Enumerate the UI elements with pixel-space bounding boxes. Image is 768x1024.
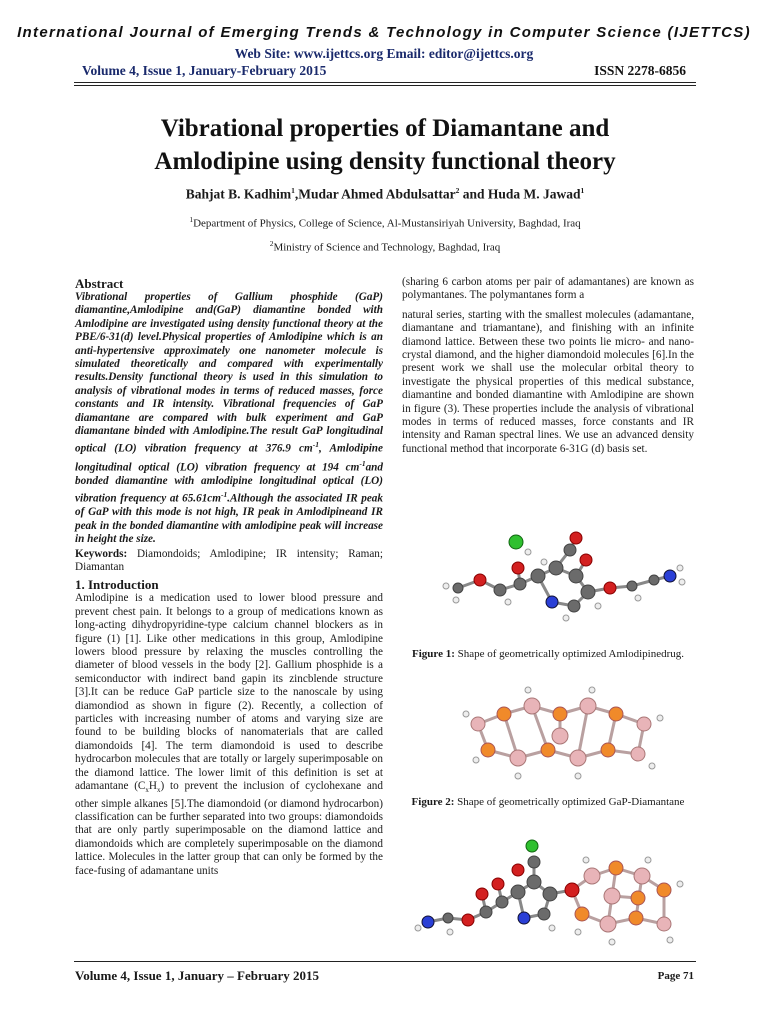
footer-volume: Volume 4, Issue 1, January – February 2015 [75,968,320,983]
fig2-label: Figure 2: [411,796,455,808]
keywords-text: Diamondoids; Amlodipine; IR intensity; Raman; Diamantan [75,547,383,573]
author-1-sup: 1 [291,186,295,195]
fig1-label: Figure 1: [412,648,455,660]
left-column [75,276,383,878]
fig3-atoms [415,840,683,945]
author-1: Bahjat B. Kadhim [185,186,292,202]
keywords [75,548,383,575]
right-paragraph-2: natural series, starting with the smallest molecules (adamantane, diamantane and triamantane), and finishing with an infinite diamond lattice. Between these two points lie micro- and nano-crystal diamond, and the higher diamondoid molecules [6].In the present work we shall use the molecular orbital theory to investigate the physical properties of this medical substance, diamantine and bonded diamantine with Amlodipine are shown in figure (3). These properties include the analysis of vibrational modes in terms of reduced masses, force constants and IR intensity and Raman spectral lines. We use an advanced density functional method that incorporate 6-31G (d) basis set. [402,308,694,455]
header-rule [74,82,696,83]
figure-3-bonded-molecule [412,832,694,956]
paper-title-line1: Vibrational properties of Diamantane and [160,115,610,142]
affil-2-text: Ministry of Science and Technology, Baghdad, Iraq [273,241,501,254]
header-rule-thin [74,85,696,86]
figure-2-caption [402,796,694,810]
figure-1-amlodipine-molecule [428,528,698,628]
author-3: and Huda M. Jawad [459,186,581,202]
journal-website: Web Site: www.ijettcs.org Email: editor@ijettcs.org [234,46,534,61]
footer-page-number: Page 71 [657,970,694,982]
paper-title [74,112,696,178]
author-2-sup: 2 [455,186,460,195]
intro-text-1: Amlodipine is a medication used to lower blood pressure and prevent chest pain. It belongs to a group of medications known as long-acting dihydropyridine-type calcium channel blockers as in figure (1) [1]. Like other medications in this group, Amlodipine lowers blood pressure by relaxing the muscles controlling the diameter of blood vessels in the body [2]. Gallium phosphide is a semiconductor with indirect band gapin its zincblende structure [3].It can be reduce GaP particle size to the nanoscale by using diamondiod as shown in figure (2). Recently, a collection of particles with increasing number of atoms and varying size are found to be building blocks of nanomaterials that are called diamondoids [4]. The term diamondoid is used to describe hydrocarbon molecules that are totally or largely superimposable on the diamond lattice. The lower limit of this definition is set at adamantane (C [75,592,383,793]
right-column [402,276,694,456]
affil-2-sup: 2 [269,239,274,248]
author-2: ,Mudar Ahmed Abdulsattar [294,186,456,202]
author-3-sup: 1 [580,186,585,195]
figure-2-gap-diamantane [448,684,678,786]
abstract-text-3: and bonded diamantine with amlodipine longitudinal optical (LO) vibration frequency at 65.61cm [75,461,383,505]
affiliation-1 [74,215,696,230]
fig2-text: Shape of geometrically optimized GaP-Diamantane [454,796,685,808]
affil-1-text: Department of Physics, College of Science, Al-Mustansiriyah University, Baghdad, Iraq [193,217,581,230]
fig1-atoms [443,532,685,621]
keywords-label: Keywords: [75,547,128,560]
intro-sub-2: x [156,786,161,795]
intro-paragraph [75,592,383,878]
abstract-sup-a: -1 [312,440,319,450]
intro-mid: H [148,780,157,793]
fig1-text: Shape of geometrically optimized Amlodipinedrug. [454,648,684,660]
affil-1-sup: 1 [189,215,194,224]
fig2-atoms [463,687,663,779]
abstract-sup-c: -1 [220,490,228,500]
intro-text-2: ) to prevent the inclusion of cyclohexane and other simple alkanes [5].The diamondoid (or diamond hydrocarbon) classification can be further separated into two groups: diamondoids that are only partly superimposable on the diamond lattice and diamondoids which are completely superimposable on the diamond lattice. Molecules in the latter group that can only be formed by the face-fusing of adamantane units [75,780,383,877]
affiliation-2 [74,239,696,254]
right-paragraph-1: (sharing 6 carbon atoms per pair of adamantanes) are known as polymantanes. The polymantanes form a [402,276,694,302]
journal-issn: ISSN 2278-6856 [594,63,686,78]
abstract-sup-b: -1 [359,458,366,468]
abstract-body [75,291,383,547]
abstract-text-2: , Amlodipine longitudinal optical (LO) vibration frequency at 194 cm [75,443,383,474]
journal-name: International Journal of Emerging Trends & Technology in Computer Science (IJETTCS) [17,24,751,41]
paper-title-line2: Amlodipine using density functional theory [154,148,616,175]
footer-rule [74,961,696,962]
intro-sub-1: x [145,786,149,795]
abstract-text-1: Vibrational properties of Gallium phosphide (GaP) diamantine,Amlodipine and(GaP) diamantine bonded with Amlodipine are investigated using density functional theory at the PBE/6-31(d) level.Physical properties of Amlodipine which is an anti-hypertensive approximately one nanometer molecule is simulated theoretically and compared with experimentally results.Density functional theory is used in this simulation to analysis of vibrational modes in terms of reduced masses, force constants and IR intensity. Vibrational frequencies of GaP diamantane are compared with bulk experiment and GaP diamantane binded with Amlodipine.The result GaP longitudinal optical (LO) vibration frequency at 376.9 cm [75,291,383,456]
abstract-text-4: .Although the associated IR peak of GaP with this mode is not high, IR peak in Amlodipineand IR peak in the bonded diamantine with amlodipine peak will increase in height the size. [75,492,383,546]
journal-volume: Volume 4, Issue 1, January-February 2015 [82,63,327,78]
abstract-heading: Abstract [75,276,124,291]
figure-1-caption [402,648,694,662]
intro-heading: 1. Introduction [75,577,159,593]
paper-authors [74,186,696,203]
